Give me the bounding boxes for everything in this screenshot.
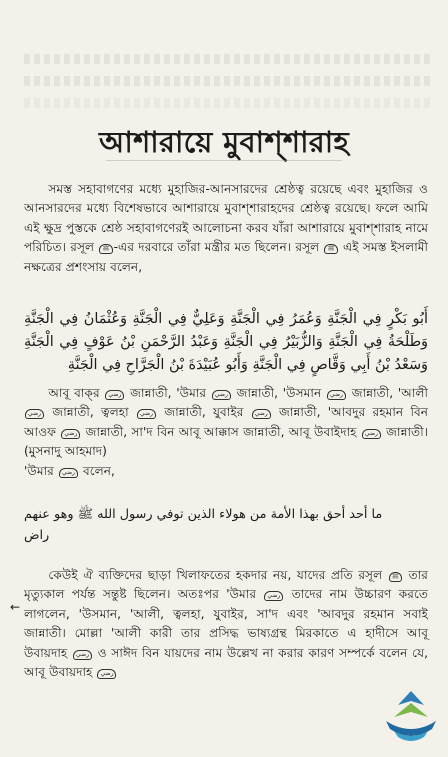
margin-arrow-icon: ←	[10, 600, 21, 614]
arabic-quote: ما أحد أحق بهذا الأمة من هولاء الذين توفي رسول الله ﷺ وهو عنهم راض	[24, 507, 383, 543]
chapter-title: আশারায়ে মুবাশ্‌শারাহ	[99, 125, 349, 159]
radiallahu-icon: رضي	[73, 650, 92, 660]
intro-paragraph: সমস্ত সহাবাগণের মধ্যে মুহাজির-আনসারদের শ্রেষ্ঠত্ব রয়েছে এবং মুহাজির ও আনসারদের মধ্যে বিশেষভাবে আশারায়ে মুবাশ্‌শারাহদের শ্রেষ্ঠত্ব রয়েছে। ফলে আমি এই ক্ষুদ্র পুস্তকে শ্রেষ্ঠ সহাবাগণেরই আলোচনা করব যাঁরা আশারায়ে মুবাশ্‌শারাহ নামে পরিচিত। রসূল ﷺ -এর দরবারে তাঁরা মন্ত্রীর মত ছিলেন। রসূল ﷺ এই সমস্ত ইসলামী নক্ষত্রের প্রশংসায় বলেন,	[24, 182, 428, 274]
radiallahu-icon: رضي	[362, 429, 381, 439]
bleed-through-line	[24, 98, 430, 108]
radiallahu-icon: رضي	[252, 409, 271, 419]
salutation-icon: ﷺ	[389, 572, 402, 582]
radiallahu-icon: رضي	[264, 591, 283, 601]
publisher-logo-icon	[378, 687, 444, 747]
radiallahu-icon: رضي	[327, 390, 346, 400]
bleed-through-line	[24, 76, 430, 86]
radiallahu-icon: رضي	[59, 468, 78, 478]
radiallahu-icon: رضي	[137, 409, 156, 419]
radiallahu-icon: رضي	[61, 429, 80, 439]
radiallahu-icon: رضي	[97, 669, 116, 679]
radiallahu-icon: رضي	[105, 390, 124, 400]
salutation-icon: ﷺ	[99, 244, 112, 254]
arabic-hadith: أَبُو بَكْرٍ فِي الْجَنَّةِ وَعُمَرُ فِي الْجَنَّةِ وَعَلِيٌّ فِي الْجَنَّةِ وَعُثْمَانُ فِي الْجَنَّةِ وَطَلْحَةُ فِي الْجَنَّةِ وَالزُّبَيْرُ فِي الْجَنَّةِ وَعَبْدُ الرَّحْمَنِ بْنُ عَوْفٍ فِي الْجَنَّةِ وَسَعْدُ بْنُ أَبِي وَقَّاصٍ فِي الْجَنَّةِ وَأَبُو عُبَيْدَةَ بْنُ الْجَرَّاحِ فِي الْجَنَّةِ	[24, 311, 428, 373]
bleed-through-line	[24, 54, 430, 64]
radiallahu-icon: رضي	[212, 390, 231, 400]
title-underline	[106, 160, 342, 161]
salutation-icon: ﷺ	[324, 244, 337, 254]
radiallahu-icon: رضي	[25, 409, 44, 419]
closing-paragraph: কেউই ঐ ব্যক্তিদের ছাড়া খিলাফতের হকদার নয়, যাদের প্রতি রসূল ﷺ তার মৃত্যুকাল পর্যন্ত সন্তুষ্ট ছিলেন। অতঃপর 'উমার رضي তাদের নাম উচ্চারণ করতে লাগলেন, 'উসমান, 'আলী, ত্বলহা, যুবাইর, সা'দ এবং 'আবদুর রহমান সবাই জান্নাতী। মোল্লা 'আলী কারী তার প্রসিদ্ধ ভাষ্যগ্রন্থ মিরকাতে এ হাদীসে আবূ উবায়দাহ رضي ও সাঈদ বিন যায়দের নাম উল্লেখ না করার কারণ সম্পর্কে বলেন যে, আবূ উবায়দাহ رضي	[24, 568, 429, 680]
hadith-translation: আবূ বাক্‌র رضي জান্নাতী, 'উমার رضي জান্নাতী, 'উসমান رضي জান্নাতী, 'আলী رضي জান্নাতী, ত্বলহা رضي জান্নাতী, যুবাইর رضي জান্নাতী, 'আবদুর রহমান বিন আওফ رضي জান্নাতী, সা'দ বিন আবূ আক্কাস জান্নাতী, আবূ উবাইদাহ رضي জান্নাতী। (মুসনাদু আহমাদ) 'উমার رضي বলেন,	[24, 386, 429, 478]
